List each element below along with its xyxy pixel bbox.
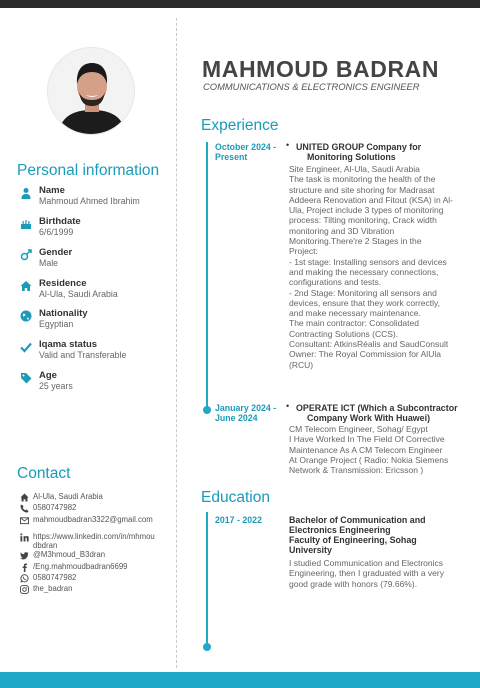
job2-description-line: CM Telecom Engineer, Sohag/ Egypt	[289, 424, 428, 434]
globe-icon	[20, 310, 32, 322]
job1-description-line: Owner: The Royal Commission for AlUla	[289, 349, 441, 360]
job2-title	[296, 403, 458, 423]
job1-description-line: Contracting Solutions (CCS).	[289, 328, 399, 339]
personal-iqama-value: Valid and Transferable	[39, 350, 127, 360]
full-name: MAHMOUD BADRAN	[202, 56, 440, 82]
email-icon	[20, 516, 29, 525]
education-timeline-dot	[203, 643, 211, 651]
contact-linkedin-line-2: dbdran	[33, 541, 58, 550]
contact-whatsapp-text: 0580747982	[33, 573, 77, 582]
home-icon	[20, 493, 29, 502]
instagram-icon	[20, 585, 29, 594]
job1-description-line: structure and site shoring for Madrasat	[289, 184, 435, 195]
job2-date-start: January 2024 -	[215, 403, 277, 413]
job1-title-line-2: Monitoring Solutions	[307, 152, 396, 162]
personal-birthdate-value: 6/6/1999	[39, 227, 74, 237]
bottom-bar	[0, 672, 480, 688]
education-description	[289, 558, 469, 589]
job1-description-line: The task is monitoring the health of the	[289, 174, 436, 185]
job2-description-line: Maintenance As A CM Telecom Engineer	[289, 444, 443, 455]
job1-description-line: The main contractor: Consolidated	[289, 318, 419, 329]
twitter-icon	[20, 551, 29, 560]
personal-residence-label: Residence	[39, 278, 87, 289]
checkmark-icon	[20, 341, 32, 353]
job1-date-end: Present	[215, 152, 248, 162]
personal-birthdate-label: Birthdate	[39, 216, 81, 227]
contact-phone-text: 0580747982	[33, 503, 77, 512]
job1-description-line: (RCU)	[289, 359, 314, 370]
job1-title-line-1: UNITED GROUP Company for	[296, 142, 422, 152]
job1-description	[289, 164, 469, 370]
linkedin-icon	[20, 533, 29, 542]
job2-title-line-2: Company Work With Huawei)	[307, 413, 431, 423]
education-date: 2017 - 2022	[215, 515, 262, 525]
job1-description-line: and making the necessary connections,	[289, 266, 439, 277]
experience-timeline-dot	[203, 406, 211, 414]
education-title-line-4: University	[289, 545, 332, 555]
personal-gender-value: Male	[39, 258, 59, 268]
contact-linkedin-line-1: https://www.linkedin.com/in/mhmou	[33, 532, 155, 541]
job1-bullet: •	[286, 140, 290, 150]
section-title-personal: Personal information	[17, 162, 160, 179]
facebook-icon	[20, 563, 29, 572]
avatar-portrait	[48, 48, 135, 135]
job2-description-line: Network & Transmission: Ericsson )	[289, 465, 424, 476]
job1-description-line: and make necessary maintenance.	[289, 308, 421, 319]
contact-facebook-text: /Eng.mahmoudbadran6699	[33, 562, 128, 571]
education-timeline-line	[206, 512, 208, 646]
job2-date	[215, 403, 276, 423]
personal-iqama-label: Iqama status	[39, 339, 98, 350]
education-description-line: Engineering, then I graduated with a very	[289, 568, 444, 579]
job2-title-line-1: OPERATE ICT (Which a Subcontractor	[296, 403, 458, 413]
job2-bullet: •	[286, 401, 290, 411]
job2-description-line: At Orange Project ( Radio: Nokia Siemens	[289, 454, 449, 465]
top-bar	[0, 0, 480, 8]
contact-email-text: mahmoudbadran3322@gmail.com	[33, 515, 153, 524]
job1-title	[296, 142, 421, 162]
male-symbol-icon	[20, 249, 32, 261]
home-icon	[20, 280, 32, 292]
contact-instagram-text: the_badran	[33, 584, 73, 593]
job1-description-line: Monitoring.There're 2 Stages in the	[289, 236, 422, 247]
personal-age-label: Age	[39, 370, 57, 381]
job1-description-line: - 2nd Stage: Monitoring all sensors and	[289, 287, 437, 298]
section-title-experience: Experience	[201, 117, 279, 134]
job1-date-start: October 2024 -	[215, 142, 277, 152]
education-title-line-2: Electronics Engineering	[289, 525, 391, 535]
tag-icon	[20, 372, 32, 384]
job1-description-line: Ula, Project include 3 types of monitoring	[289, 205, 444, 216]
personal-residence-value: Al-Ula, Saudi Arabia	[39, 289, 118, 299]
experience-timeline-line	[206, 142, 208, 410]
personal-name-value: Mahmoud Ahmed Ibrahim	[39, 196, 140, 206]
contact-location-text: Al-Ula, Saudi Arabia	[33, 492, 103, 501]
job-role: COMMUNICATIONS & ELECTRONICS ENGINEER	[203, 81, 420, 92]
job1-date	[215, 142, 276, 162]
job1-description-line: Project:	[289, 246, 318, 257]
job1-description-line: process: Tilting monitoring, Crack width	[289, 215, 437, 226]
job2-description-line: I Have Worked In The Field Of Corrective	[289, 434, 445, 445]
job1-description-line: devices, ensure that they work correctly,	[289, 297, 441, 308]
personal-gender-label: Gender	[39, 247, 73, 258]
contact-twitter-text: @M3hmoud_B3dran	[33, 550, 106, 559]
phone-icon	[20, 504, 29, 513]
education-title-line-3: Faculty of Engineering, Sohag	[289, 535, 417, 545]
contact-linkedin-text	[33, 532, 171, 550]
person-icon	[20, 187, 32, 199]
section-title-contact: Contact	[17, 465, 71, 482]
job2-description	[289, 424, 469, 475]
personal-age-value: 25 years	[39, 381, 73, 391]
job1-description-line: Addeera Renovation and Fitout (KSA) in Al-	[289, 194, 453, 205]
job1-description-line: - 1st stage: Installing sensors and devices	[289, 256, 447, 267]
section-title-education: Education	[201, 489, 270, 506]
personal-nationality-value: Egyptian	[39, 319, 74, 329]
education-title-line-1: Bachelor of Communication and	[289, 515, 426, 525]
job1-description-line: Consultant: AtkinsRéalis and SaudConsult	[289, 339, 449, 350]
cake-icon	[20, 218, 32, 230]
education-description-line: I studied Communication and Electronics	[289, 558, 444, 568]
education-title	[289, 515, 426, 555]
personal-name-label: Name	[39, 185, 65, 196]
education-description-line: good grade with honors (79.66%).	[289, 578, 418, 589]
column-divider	[176, 18, 177, 668]
personal-nationality-label: Nationality	[39, 308, 88, 319]
job1-description-line: configurations and tests.	[289, 277, 382, 288]
job2-date-end: June 2024	[215, 413, 258, 423]
job1-description-line: monitoring and 3D Vibration	[289, 225, 395, 236]
whatsapp-icon	[20, 574, 29, 583]
job1-description-line: Site Engineer, Al-Ula, Saudi Arabia	[289, 164, 420, 174]
avatar	[47, 47, 135, 135]
